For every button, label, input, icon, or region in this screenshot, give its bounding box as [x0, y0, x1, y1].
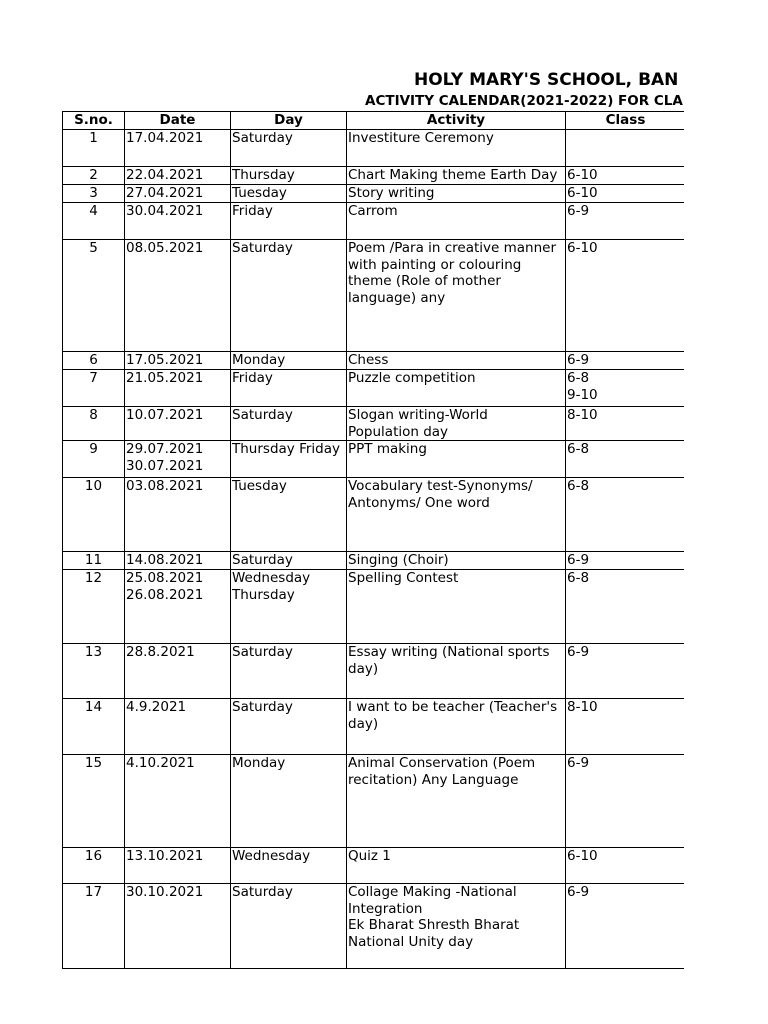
cell-date: 17.04.2021	[125, 130, 231, 167]
cell-date: 4.9.2021	[125, 699, 231, 755]
cell-class: 6-10	[566, 167, 685, 185]
cell-day: Wednesday Thursday	[231, 570, 347, 644]
table-row	[63, 407, 685, 441]
cell-class: 6-10	[566, 848, 685, 884]
header-day: Day	[231, 112, 347, 130]
cell-activity: I want to be teacher (Teacher's day)	[347, 699, 566, 755]
cell-day: Monday	[231, 755, 347, 848]
cell-activity: Animal Conservation (Poem recitation) Any Language	[347, 755, 566, 848]
cell-day: Thursday	[231, 167, 347, 185]
cell-date: 17.05.2021	[125, 352, 231, 370]
cell-date: 4.10.2021	[125, 755, 231, 848]
cell-date: 13.10.2021	[125, 848, 231, 884]
table-row	[63, 552, 685, 570]
cell-class: 6-8	[566, 478, 685, 552]
cell-activity: Poem /Para in creative manner with painting or colouring theme (Role of mother language) any	[347, 240, 566, 352]
cell-date: 25.08.2021 26.08.2021	[125, 570, 231, 644]
cell-day: Friday	[231, 370, 347, 407]
cell-sno: 17	[63, 884, 125, 969]
cell-date: 03.08.2021	[125, 478, 231, 552]
cell-day: Tuesday	[231, 185, 347, 203]
table-row	[63, 352, 685, 370]
cell-activity: Carrom	[347, 203, 566, 240]
cell-sno: 2	[63, 167, 125, 185]
header-row	[63, 112, 685, 130]
header-class: Class	[566, 112, 685, 130]
cell-activity: Story writing	[347, 185, 566, 203]
cell-sno: 10	[63, 478, 125, 552]
cell-date: 30.10.2021	[125, 884, 231, 969]
cell-day: Tuesday	[231, 478, 347, 552]
header-date: Date	[125, 112, 231, 130]
cell-date: 30.04.2021	[125, 203, 231, 240]
table-row	[63, 884, 685, 969]
table-row	[63, 848, 685, 884]
table-row	[63, 130, 685, 167]
cell-sno: 7	[63, 370, 125, 407]
cell-class: 6-10	[566, 185, 685, 203]
school-title: HOLY MARY'S SCHOOL, BAN	[414, 70, 679, 90]
cell-activity: Quiz 1	[347, 848, 566, 884]
table-row	[63, 167, 685, 185]
cell-sno: 16	[63, 848, 125, 884]
table-row	[63, 478, 685, 552]
cell-day: Saturday	[231, 240, 347, 352]
cell-class: 8-10	[566, 699, 685, 755]
cell-date: 22.04.2021	[125, 167, 231, 185]
cell-class: 6-9	[566, 755, 685, 848]
cell-sno: 9	[63, 441, 125, 478]
table-row	[63, 441, 685, 478]
cell-class: 6-9	[566, 552, 685, 570]
cell-day: Saturday	[231, 407, 347, 441]
cell-class: 6-9	[566, 203, 685, 240]
cell-activity: Puzzle competition	[347, 370, 566, 407]
cell-activity: Vocabulary test-Synonyms/ Antonyms/ One word	[347, 478, 566, 552]
cell-class: 6-8	[566, 570, 685, 644]
cell-day: Thursday Friday	[231, 441, 347, 478]
cell-day: Saturday	[231, 552, 347, 570]
cell-class: 6-9	[566, 644, 685, 699]
cell-date: 28.8.2021	[125, 644, 231, 699]
cell-activity: Investiture Ceremony	[347, 130, 566, 167]
cell-sno: 8	[63, 407, 125, 441]
cell-activity: Chart Making theme Earth Day	[347, 167, 566, 185]
cell-date: 27.04.2021	[125, 185, 231, 203]
cell-class: 6-9	[566, 884, 685, 969]
cell-day: Saturday	[231, 699, 347, 755]
table-row	[63, 203, 685, 240]
table-row	[63, 699, 685, 755]
header-activity: Activity	[347, 112, 566, 130]
cell-sno: 14	[63, 699, 125, 755]
cell-sno: 11	[63, 552, 125, 570]
cell-class: 6-8 9-10	[566, 370, 685, 407]
cell-sno: 12	[63, 570, 125, 644]
cell-class	[566, 130, 685, 167]
cell-day: Wednesday	[231, 848, 347, 884]
table-row	[63, 570, 685, 644]
cell-activity: Collage Making -National Integration Ek Bharat Shresth Bharat National Unity day	[347, 884, 566, 969]
cell-activity: Slogan writing-World Population day	[347, 407, 566, 441]
table-row	[63, 240, 685, 352]
table-row	[63, 644, 685, 699]
cell-date: 08.05.2021	[125, 240, 231, 352]
cell-sno: 13	[63, 644, 125, 699]
table-row	[63, 370, 685, 407]
cell-class: 6-9	[566, 352, 685, 370]
header-sno: S.no.	[63, 112, 125, 130]
table-row	[63, 185, 685, 203]
cell-activity: Chess	[347, 352, 566, 370]
cell-activity: Spelling Contest	[347, 570, 566, 644]
cell-sno: 6	[63, 352, 125, 370]
cell-sno: 3	[63, 185, 125, 203]
cell-activity: PPT making	[347, 441, 566, 478]
cell-date: 21.05.2021	[125, 370, 231, 407]
cell-class: 8-10	[566, 407, 685, 441]
cell-day: Saturday	[231, 884, 347, 969]
calendar-subtitle: ACTIVITY CALENDAR(2021-2022) FOR CLA	[365, 93, 683, 109]
cell-day: Monday	[231, 352, 347, 370]
cell-date: 29.07.2021 30.07.2021	[125, 441, 231, 478]
cell-class: 6-8	[566, 441, 685, 478]
cell-date: 10.07.2021	[125, 407, 231, 441]
activity-table	[62, 111, 684, 969]
cell-sno: 1	[63, 130, 125, 167]
cell-sno: 4	[63, 203, 125, 240]
cell-sno: 5	[63, 240, 125, 352]
cell-day: Saturday	[231, 644, 347, 699]
cell-day: Friday	[231, 203, 347, 240]
cell-activity: Singing (Choir)	[347, 552, 566, 570]
cell-class: 6-10	[566, 240, 685, 352]
cell-day: Saturday	[231, 130, 347, 167]
table-row	[63, 755, 685, 848]
cell-activity: Essay writing (National sports day)	[347, 644, 566, 699]
cell-sno: 15	[63, 755, 125, 848]
cell-date: 14.08.2021	[125, 552, 231, 570]
